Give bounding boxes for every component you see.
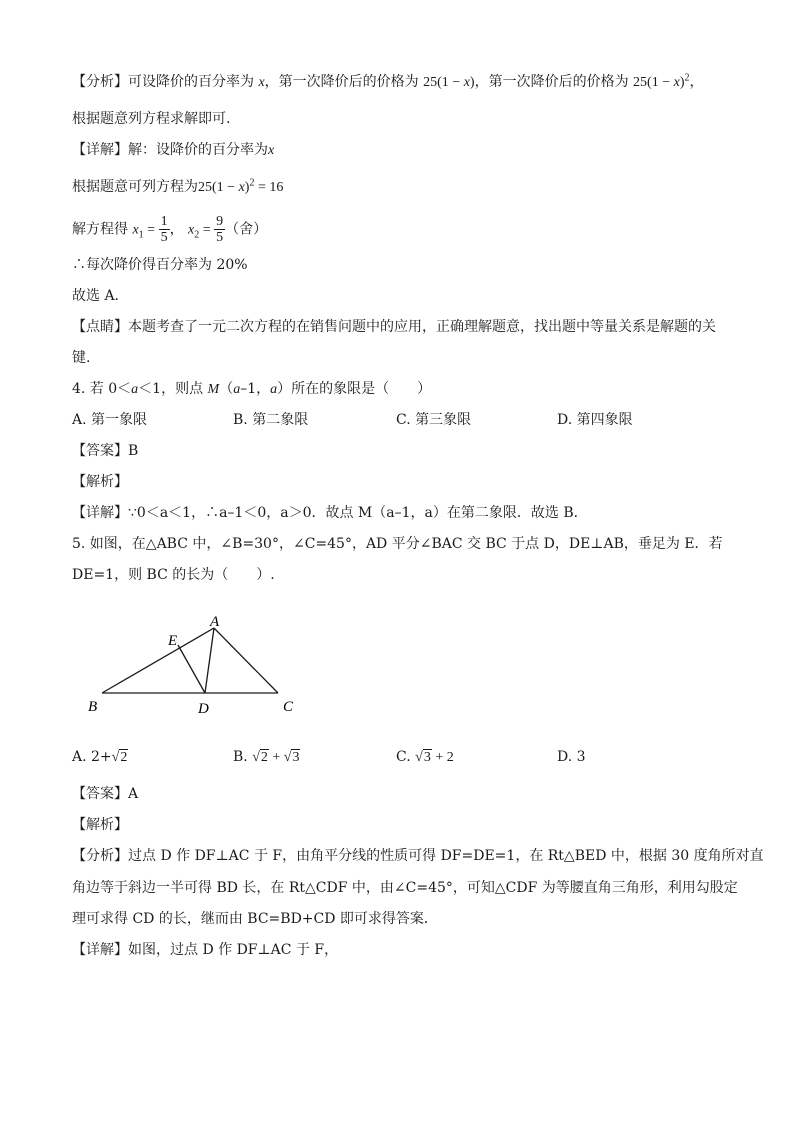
comment-tag: 【点睛】 [72, 319, 128, 335]
sqrt-2: √2 [111, 750, 128, 765]
detail-tag: 【详解】 [72, 942, 128, 958]
q3-analysis-line-2: 根据题意列方程求解即可. [72, 111, 231, 127]
stem-text: ）所在的象限是（ ） [277, 381, 432, 397]
detail-text: 根据题意可列方程为 [72, 179, 198, 195]
var-a: a [233, 382, 241, 397]
label-d: D [198, 701, 209, 715]
q3-comment-line-1 [72, 317, 716, 337]
answer-value: A [128, 786, 139, 802]
q4-detail [72, 503, 588, 523]
fraction-1-5: $\frac{1}{5}$ [160, 214, 168, 245]
segment-ac [214, 628, 278, 693]
stem-text: –1， [240, 381, 271, 397]
segment-de [178, 645, 205, 693]
q3-detail-line-3: 解方程得 $x_1$ = $\frac{1}{5}$ ， $x_2$ = $\frac{9}{5}$ （舍） [72, 214, 268, 245]
label-a: A [210, 614, 220, 630]
analysis-text: 可设降价的百分率为 [128, 74, 254, 90]
q5-stem-2: DE=1，则 BC 的长为（ ）. [72, 567, 275, 583]
x2: x [188, 222, 195, 238]
segment-ba [102, 628, 214, 693]
sqrt-2-plus-sqrt-3: √2 + √3 [252, 750, 300, 765]
var-x: x [258, 75, 265, 90]
analysis-tag: 【分析】 [72, 848, 128, 864]
q5-detail [72, 940, 338, 960]
triangle-figure [80, 605, 310, 715]
label-e: E [168, 633, 178, 649]
option-prefix: C. [396, 749, 411, 765]
q4-option-b: B. 第二象限 [233, 412, 309, 428]
stem-text: （ [219, 381, 234, 397]
q4-answer [72, 441, 138, 461]
q4-explain-tag: 【解析】 [72, 474, 128, 490]
q3-comment-line-2: 键. [72, 350, 91, 366]
detail-text: ∵0＜a＜1，∴a–1＜0，a＞0．故点 M（a–1，a）在第二象限．故选 B． [128, 505, 588, 521]
q5-answer [72, 784, 138, 804]
analysis-text: 过点 D 作 DF⊥AC 于 F，由角平分线的性质可得 DF=DE=1，在 Rt△BED 中，根据 30 度角所对直 [128, 848, 764, 864]
analysis-text: ， [689, 74, 704, 90]
analysis-text: ，第一次降价后的价格为 [474, 74, 629, 90]
stem-text: 4. 若 0＜ [72, 381, 132, 397]
answer-value: B [128, 443, 139, 459]
label-c: C [283, 699, 294, 715]
x1: x [132, 222, 139, 238]
detail-text: 解方程得 [72, 221, 128, 238]
q3-analysis-line-1 [72, 72, 703, 93]
q4-option-d: D. 第四象限 [557, 412, 633, 428]
detail-text: 解：设降价的百分率为 [128, 142, 268, 158]
answer-tag: 【答案】 [72, 443, 128, 459]
label-b: B [88, 699, 98, 715]
sqrt-3-plus-2: √3 + 2 [415, 750, 454, 765]
stem-text: ＜1，则点 [138, 381, 204, 397]
formula-25-1-x-squared: $25(1 - x)^2$ [633, 72, 690, 90]
answer-tag: 【答案】 [72, 786, 128, 802]
q5-analysis-3: 理可求得 CD 的长，继而由 BC=BD+CD 即可求得答案． [72, 911, 438, 927]
q4-option-c: C. 第三象限 [396, 412, 472, 428]
analysis-text: ，第一次降价后的价格为 [264, 74, 419, 90]
var-x: x [268, 143, 275, 158]
q5-analysis-1 [72, 846, 764, 866]
q5-option-a [72, 747, 128, 768]
detail-tag: 【详解】 [72, 142, 128, 158]
formula-25-1-x: 25(1 − x) [423, 75, 475, 90]
detail-text: 如图，过点 D 作 DF⊥AC 于 F， [128, 942, 339, 958]
option-prefix: B. [233, 749, 248, 765]
q5-analysis-2: 角边等于斜边一半可得 BD 长，在 Rt△CDF 中，由∠C=45°，可知△CDF 为等腰直角三角形，利用勾股定 [72, 880, 738, 896]
comment-text: 本题考查了一元二次方程的在销售问题中的应用，正确理解题意，找出题中等量关系是解题的关 [128, 319, 716, 335]
q4-option-a: A. 第一象限 [72, 412, 148, 428]
option-prefix: A. 2+ [72, 749, 112, 765]
point-m: M [207, 382, 220, 397]
q5-stem-1: 5. 如图，在△ABC 中，∠B=30°，∠C=45°，AD 平分∠BAC 交 BC 于点 D，DE⊥AB，垂足为 E．若 [72, 536, 723, 552]
q5-option-b [233, 747, 300, 768]
q3-detail-line-5: 故选 A． [72, 288, 129, 304]
q5-option-c [396, 747, 454, 768]
var-a: a [270, 382, 278, 397]
fraction-9-5: $\frac{9}{5}$ [216, 214, 224, 245]
q3-detail-line-2 [72, 177, 283, 198]
detail-tag: 【详解】 [72, 505, 128, 521]
detail-text: （舍） [225, 221, 268, 238]
q3-detail-line-1 [72, 140, 274, 161]
q3-detail-line-4: ∴每次降价得百分率为 20% [72, 257, 248, 273]
q5-explain-tag: 【解析】 [72, 817, 128, 833]
segment-ad [205, 628, 214, 693]
equation: $25(1 - x)^2 = 16$ [198, 177, 284, 195]
analysis-tag: 【分析】 [72, 74, 128, 90]
q4-stem [72, 379, 431, 400]
var-a: a [131, 382, 139, 397]
q5-option-d: D. 3 [557, 749, 586, 765]
